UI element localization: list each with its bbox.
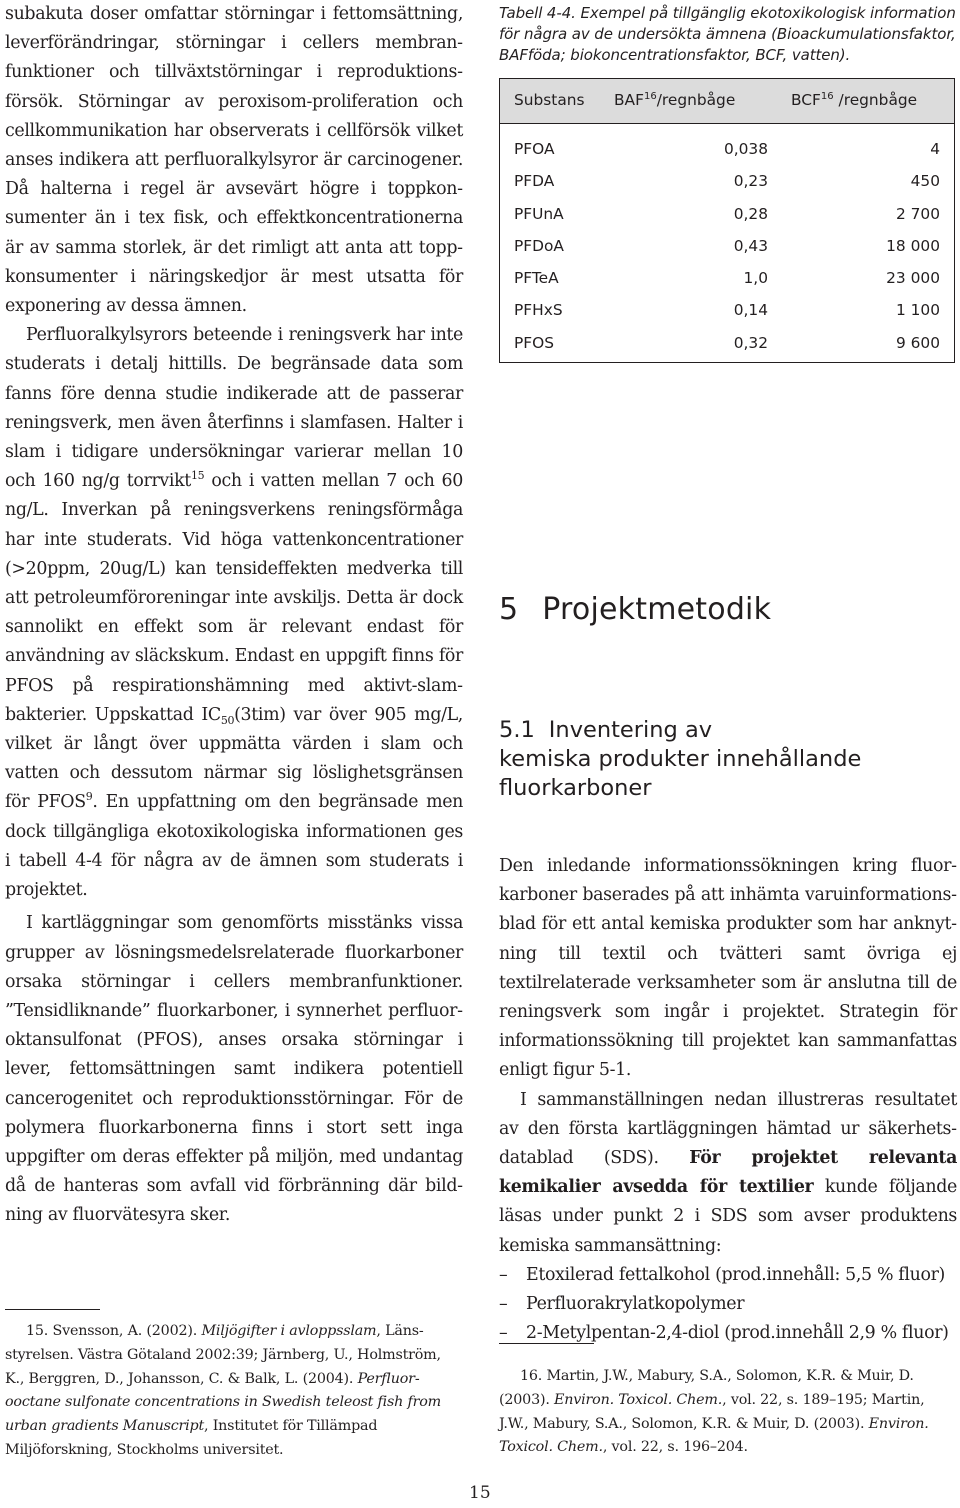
data-table: [499, 78, 955, 363]
cell-bcf: 450: [910, 172, 940, 191]
cell-baf: 0,32: [733, 333, 768, 352]
right-column: [499, 0, 957, 1344]
emphasis: För projektet relevanta kemikalier avsedda för textilier: [499, 1148, 957, 1198]
journal-title: Environ. Toxicol. Chem.: [554, 1391, 723, 1408]
table-row: [500, 199, 954, 231]
header-bcf: [791, 91, 917, 109]
paragraph: [5, 321, 463, 905]
footnote-ref: 9: [85, 790, 93, 804]
footnote-ref: 15: [190, 469, 205, 483]
footnote-rule: [5, 1309, 100, 1310]
table-row: [500, 328, 954, 360]
footnote-rule: [499, 1343, 594, 1344]
cell-baf: 0,038: [723, 140, 768, 158]
footnote-text: , vol. 22, s. 189–195; Martin, J.W., Mabury, S.A., Solomon, K.R. & Muir, D. (2003).: [499, 1391, 925, 1432]
table-row: [500, 166, 954, 198]
table-caption: Tabell 4-4. Exempel på tillgänglig ekotoxikologisk information för några av de undersökta ämnena (Bioackumulationsfaktor, BAFföda; biokoncentrationsfaktor, BCF, vatten).: [499, 4, 956, 64]
cell-substance: PFDoA: [514, 236, 564, 255]
list-item: – 2-Metylpentan-2,4-diol (prod.innehåll 2,9 % fluor): [499, 1319, 957, 1348]
subsection-number: 5.1: [499, 717, 535, 743]
substance-list: [499, 1261, 957, 1349]
footnote-title: Perfluorooctane sulfonate concentrations in Swedish teleost fish from urban gradients Manuscript: [5, 1370, 441, 1435]
header-baf: [614, 91, 735, 109]
footnote-text: , Institutet för Tillämpad Miljöforskning, Stockholms universitet.: [5, 1418, 378, 1458]
text-run: (3tim) var över 905 mg/L, vilket är långt över uppmätta värden i slam och vatten och dessutom närmar sig löslighetsgränsen för PFOS: [5, 704, 463, 813]
section-heading: [499, 592, 771, 627]
cell-bcf: 2 700: [895, 204, 940, 223]
paragraph: [499, 1086, 957, 1261]
table-row: [500, 134, 954, 166]
header-text: /regnbåge: [656, 91, 736, 109]
paragraph: subakuta doser omfattar störningar i fettomsättning, leverförändringar, störningar i cellers membranfunktioner och tillväxtstörningar i reproduktionsförsök. Störningar av peroxisom-proliferation och cellkommunikation har observerats i cellförsök vilket anses indikera att perfluoralkylsyror är carcinogener. Då halterna i regel är avsevärt högre i toppkonsumenter än i tex fisk, och effektkoncentrationerna är av samma storlek, är det rimligt att anta att toppkonsumenter i näringskedjor är mest utsatta för exponering av dessa ämnen.: [5, 4, 463, 317]
left-column: [5, 0, 463, 1231]
header-text: BCF: [791, 91, 821, 109]
footnote-15: [5, 1320, 463, 1463]
text-run: . En uppfattning om den begränsade men dock tillgängliga ekotoxikologiska informationen ges i tabell 4-4 för några av de ämnen som studerats i projektet.: [5, 792, 464, 901]
header-text: BAF: [614, 91, 644, 109]
list-item: – Etoxilerad fettalkohol (prod.innehåll: 5,5 % fluor): [499, 1261, 957, 1290]
footnote-text: 15. Svensson, A. (2002).: [26, 1323, 202, 1339]
page-number: 15: [469, 1483, 491, 1503]
cell-bcf: 1 100: [895, 301, 940, 320]
footnote-text: 16. Martin, J.W., Mabury, S.A., Solomon, K.R. & Muir, D. (2003).: [499, 1368, 914, 1408]
footnote-ref: 16: [820, 91, 834, 102]
table-row: [500, 231, 954, 263]
cell-bcf: 9 600: [895, 333, 940, 352]
cell-bcf: 18 000: [886, 236, 940, 255]
subsection-title: kemiska produkter innehållande fluorkarboner: [499, 746, 862, 801]
footnote-16: [499, 1365, 957, 1460]
cell-substance: PFUnA: [514, 204, 564, 223]
text-run: kunde följande läsas under punkt 2 i SDS som avser produktens kemiska sammansättning:: [499, 1177, 957, 1256]
paragraph: Den inledande informationssökningen kring fluorkarboner baserades på att inhämta varuinformationsblad för ett antal kemiska produkter som har anknytning till textil och tvätteri samt övriga ej textilrelaterade verksamheter som är anslutna till de reningsverk som ingår i projektet. Strategin för informationssökning till projektet kan sammanfattas enligt figur 5-1.: [499, 856, 957, 1081]
table-body: [500, 124, 954, 360]
subsection-title: Inventering av: [548, 717, 713, 743]
paragraph: I kartläggningar som genomförts misstänks vissa grupper av lösningsmedelsrelaterade fluorkarboner orsaka störningar i cellers membranfunktioner. ”Tensidliknande” fluorkarboner, i synnerhet perfluoroktansulfonat (PFOS), anses orsaka störningar i lever, fettomsättningen samt indikera potentiell cancerogenitet och reproduktionsstörningar. För de polymera fluorkarbonerna finns i stort sett inga uppgifter om deras effekter på miljön, med undantag då de hanteras som avfall vid förbränning där bildning av fluorvätesyra sker.: [5, 913, 463, 1226]
footnote-ref: 16: [643, 91, 657, 102]
cell-baf: 0,43: [733, 236, 768, 255]
text-run: I sammanställningen nedan illustreras resultatet av den första kartläggningen hämtad ur säkerhetsdatablad (SDS).: [499, 1089, 957, 1169]
table-header: [500, 79, 954, 124]
footnote-text: , Länsstyrelsen. Västra Götaland 2002:39; Järnberg, U., Holmström, K., Berggren, D., Johansson, C. & Balk, L. (2004).: [5, 1323, 441, 1387]
section-title: Projektmetodik: [542, 592, 772, 627]
footnote-text: , vol. 22, s. 196–204.: [602, 1439, 748, 1456]
header-substans: Substans: [514, 91, 585, 109]
cell-substance: PFOA: [514, 140, 555, 158]
cell-baf: 1,0: [743, 269, 768, 288]
cell-baf: 0,28: [733, 204, 768, 223]
cell-substance: PFOS: [514, 333, 555, 352]
cell-baf: 0,14: [733, 301, 768, 320]
footnote-title: Miljögifter i avloppsslam: [201, 1323, 377, 1339]
subsection-heading: [499, 716, 939, 803]
cell-substance: PFDA: [514, 172, 555, 191]
table-row: [500, 263, 954, 295]
cell-baf: 0,23: [733, 172, 768, 191]
cell-bcf: 23 000: [886, 269, 940, 288]
journal-title: Environ. Toxicol. Chem.: [499, 1415, 929, 1456]
section-number: 5: [499, 592, 519, 627]
header-text: /regnbåge: [833, 91, 918, 109]
text-run: och i vatten mellan 7 och 60 ng/L. Inverkan på reningsverkens reningsförmåga har inte studerats. Vid höga vattenkoncentrationer (>20ppm, 20ug/L) kan tensideffekten medverka till att petroleumföroreningar inte avskiljs. Detta är dock sannolikt en effekt som är relevant endast för användning av släckskum. Endast en uppgift finns för PFOS på respirationshämning med aktivt-slambakterier. Uppskattad IC: [5, 471, 463, 725]
table-row: [500, 295, 954, 327]
right-body: [499, 852, 957, 1348]
cell-bcf: 4: [930, 140, 940, 158]
subscript: 50: [220, 713, 235, 727]
cell-substance: PFTeA: [514, 269, 559, 288]
cell-substance: PFHxS: [514, 301, 563, 320]
text-run: Perfluoralkylsyrors beteende i reningsverk har inte studerats i detalj hittills. De begränsade data som fanns före denna studie indikerade att de passerar reningsverk, men även återfinns i slamfasen. Halter i slam i tidigare undersökningar varierar mellan 10 och 160 ng/g torrvikt: [5, 325, 463, 492]
list-item: – Perfluorakrylatkopolymer: [499, 1290, 957, 1319]
